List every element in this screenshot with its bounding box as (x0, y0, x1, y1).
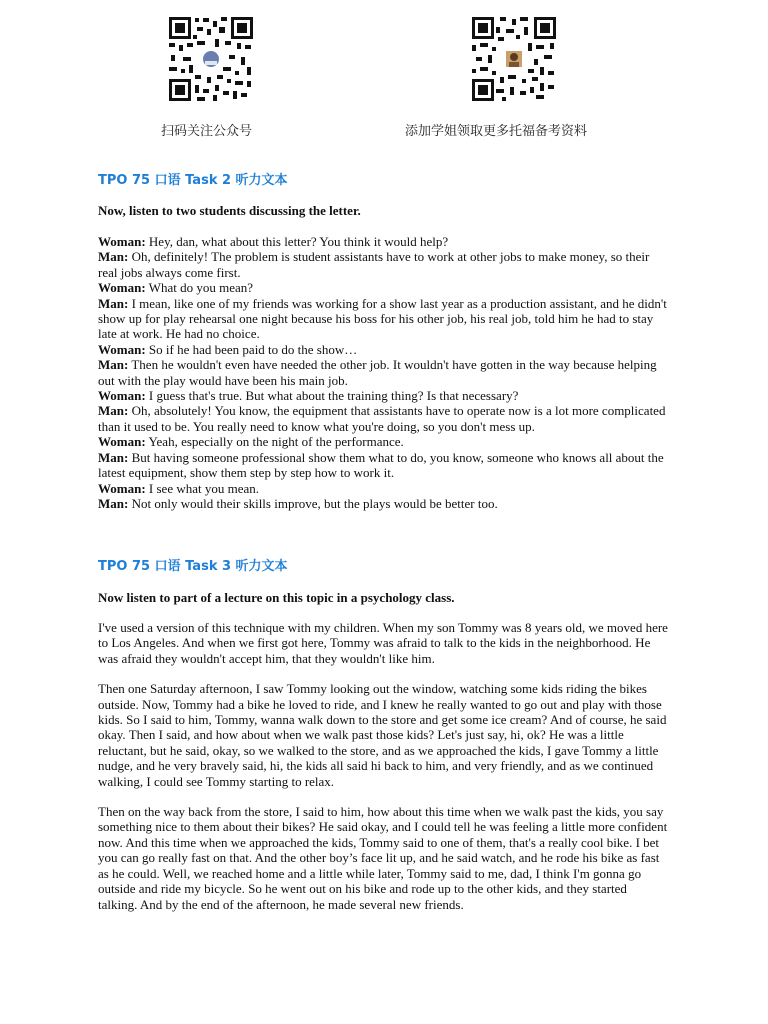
qr-code-icon (167, 15, 255, 103)
speaker-label: Woman: (98, 388, 146, 404)
dialogue-line (98, 481, 668, 496)
task3-lecture (98, 620, 668, 927)
dialogue-text: But having someone professional show them what to do, you know, someone who knows all about the latest equipment, show them step by step how to work it. (98, 449, 667, 481)
speaker-label: Woman: (98, 234, 146, 249)
qr-code-add-contact (470, 15, 558, 103)
dialogue-text: So if he had been paid to do the show… (145, 341, 358, 357)
task2-intro: Now, listen to two students discussing the letter. (98, 203, 361, 218)
dialogue-line (98, 280, 668, 295)
speaker-label: Man: (98, 495, 129, 511)
dialogue-text: What do you mean? (145, 280, 254, 296)
lecture-paragraph: I've used a version of this technique with my children. When my son Tommy was 8 years old, we moved here to Los Angeles. And when we first got here, Tommy was afraid to talk to the kids in the neighborhood. He was afraid they wouldn't accept him, that they wouldn't like him. (98, 620, 668, 666)
dialogue-text: Not only would their skills improve, but the plays would be better too. (128, 495, 498, 511)
dialogue-text: I mean, like one of my friends was working for a show last year as a production assistant, and he didn't show up for play rehearsal one night because his boss for his other job, his real job, told him he had to stay late at work. He had no choice. (98, 295, 671, 342)
dialogue-line (98, 295, 671, 342)
task3-intro: Now listen to part of a lecture on this topic in a psychology class. (98, 590, 455, 605)
speaker-label: Woman: (98, 480, 146, 496)
dialogue-line (98, 450, 668, 481)
task3-heading: TPO 75 口语 Task 3 听力文本 (98, 559, 288, 574)
qr-code-official-account (167, 15, 255, 103)
dialogue-line (98, 434, 668, 449)
qr-code-icon (470, 15, 558, 103)
dialogue-line (98, 403, 668, 434)
speaker-label: Man: (98, 295, 129, 311)
speaker-label: Woman: (98, 280, 146, 296)
dialogue-line (98, 234, 668, 249)
dialogue-text: Then he wouldn't even have needed the other job. It wouldn't have gotten in the way because helping out with the play would have been his main job. (98, 357, 660, 388)
speaker-label: Man: (98, 403, 129, 419)
dialogue-text: I guess that's true. But what about the training thing? Is that necessary? (145, 388, 519, 404)
dialogue-text: Hey, dan, what about this letter? You think it would help? (145, 234, 449, 249)
lecture-paragraph: Then one Saturday afternoon, I saw Tommy looking out the window, watching some kids riding the bikes outside. Now, Tommy had a bike he loved to ride, and I knew he really wanted to go out and play with those kids. So I said to him, Tommy, wanna walk down to the store and get some ice cream? And of course, he said okay. Then I said, and how about when we walk past those kids? Let's just say, hi, ok? He was a little reluctant, but he said, okay, so we walked to the store, and as we approached the kids, I gave Tommy a little nudge, and he very bravely said, hi, the kids all said hi back to him, and very friendly, and as we continued walking, I could see Tommy starting to relax. (98, 681, 667, 789)
dialogue-line (98, 496, 668, 511)
dialogue-line (98, 388, 668, 403)
speaker-label: Woman: (98, 434, 146, 450)
qr-left-caption: 扫码关注公众号 (161, 124, 253, 139)
dialogue-text: Yeah, especially on the night of the performance. (145, 434, 404, 450)
qr-right-caption: 添加学姐领取更多托福备考资料 (405, 124, 588, 139)
dialogue-text: Oh, definitely! The problem is student assistants have to work at other jobs to make money, so their real jobs always come first. (98, 249, 653, 280)
dialogue-line (98, 342, 668, 357)
speaker-label: Man: (98, 357, 129, 373)
speaker-label: Man: (98, 449, 129, 465)
dialogue-text: Oh, absolutely! You know, the equipment that assistants have to operate now is a lot more complicated than it used to be. You really need to know what you're doing, so you don't mess up. (98, 403, 669, 434)
lecture-paragraph: Then on the way back from the store, I said to him, how about this time when we walk past the kids, you say something nice to them about their bikes? He said okay, and I could tell he was feeling a little more confident now. And this time when we approached the kids, Tommy said to one of them, that's a really cool bike. I bet you can go really fast on that. And the other boy’s face lit up, and he said watch, and he rode his bike as fast as he could. Well, we reached home and a little while later, Tommy said to me, dad, I think I'm gonna go outside and ride my bicycle. So he went out on his bike and rode up to the other kids, and they started talking. And by the end of the afternoon, he made several new friends. (98, 804, 668, 912)
dialogue-line (98, 249, 668, 280)
dialogue-line (98, 357, 668, 388)
speaker-label: Woman: (98, 341, 146, 357)
task2-dialogue (98, 234, 671, 511)
dialogue-text: I see what you mean. (145, 480, 260, 496)
task2-heading: TPO 75 口语 Task 2 听力文本 (98, 173, 288, 188)
speaker-label: Man: (98, 249, 129, 265)
